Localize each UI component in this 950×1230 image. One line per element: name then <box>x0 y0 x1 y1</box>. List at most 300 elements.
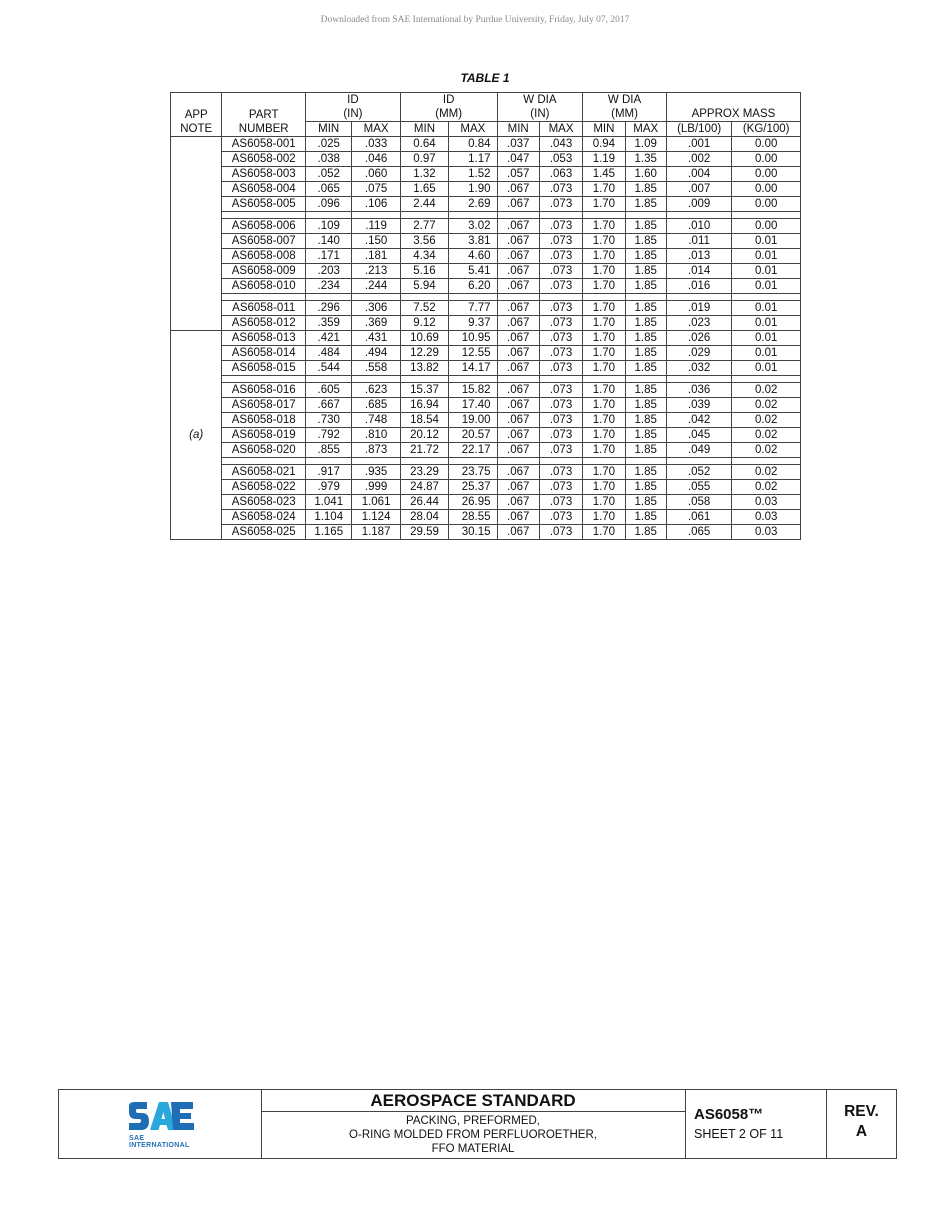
value-cell: .067 <box>497 510 539 525</box>
value-cell: .484 <box>306 346 352 361</box>
value-cell: 1.70 <box>583 510 625 525</box>
value-cell: 1.85 <box>625 346 666 361</box>
logo-cell <box>59 1090 262 1158</box>
value-cell: .045 <box>666 428 732 443</box>
value-cell: 1.70 <box>583 182 625 197</box>
value-cell: .067 <box>497 331 539 346</box>
value-cell: 1.70 <box>583 301 625 316</box>
value-cell: .004 <box>666 167 732 182</box>
table-row <box>171 137 801 152</box>
value-cell: 0.02 <box>732 480 801 495</box>
table-row <box>171 249 801 264</box>
value-cell: 1.124 <box>352 510 400 525</box>
header-max: MAX <box>625 122 666 137</box>
table-row <box>171 301 801 316</box>
header-max: MAX <box>352 122 400 137</box>
table-row <box>171 413 801 428</box>
value-cell: .052 <box>306 167 352 182</box>
value-cell: .073 <box>539 361 582 376</box>
value-cell: 28.55 <box>449 510 497 525</box>
header-lb-per-100: (LB/100) <box>666 122 732 137</box>
table-row <box>171 495 801 510</box>
parts-table <box>170 92 801 540</box>
value-cell: .431 <box>352 331 400 346</box>
value-cell: .032 <box>666 361 732 376</box>
value-cell: 30.15 <box>449 525 497 540</box>
value-cell: .067 <box>497 346 539 361</box>
part-number-cell: AS6058-015 <box>222 361 306 376</box>
value-cell: .002 <box>666 152 732 167</box>
value-cell: .667 <box>306 398 352 413</box>
value-cell: 19.00 <box>449 413 497 428</box>
value-cell: .029 <box>666 346 732 361</box>
table-row <box>171 480 801 495</box>
value-cell: 1.70 <box>583 398 625 413</box>
value-cell: 4.60 <box>449 249 497 264</box>
value-cell: 1.85 <box>625 495 666 510</box>
part-number-cell: AS6058-025 <box>222 525 306 540</box>
value-cell: .810 <box>352 428 400 443</box>
value-cell: .073 <box>539 510 582 525</box>
value-cell: .046 <box>352 152 400 167</box>
value-cell: .213 <box>352 264 400 279</box>
value-cell: .073 <box>539 264 582 279</box>
value-cell: 1.104 <box>306 510 352 525</box>
value-cell: .067 <box>497 219 539 234</box>
value-cell: 5.16 <box>400 264 448 279</box>
value-cell: .001 <box>666 137 732 152</box>
value-cell: 0.01 <box>732 249 801 264</box>
value-cell: 16.94 <box>400 398 448 413</box>
value-cell: 1.85 <box>625 182 666 197</box>
table-row <box>171 510 801 525</box>
value-cell: 1.041 <box>306 495 352 510</box>
table-row <box>171 197 801 212</box>
value-cell: .855 <box>306 443 352 458</box>
value-cell: 9.12 <box>400 316 448 331</box>
value-cell: 28.04 <box>400 510 448 525</box>
part-number-cell: AS6058-002 <box>222 152 306 167</box>
download-watermark: Downloaded from SAE International by Purdue University, Friday, July 07, 2017 <box>320 15 630 25</box>
value-cell: 6.20 <box>449 279 497 294</box>
value-cell: .042 <box>666 413 732 428</box>
value-cell: 0.02 <box>732 413 801 428</box>
value-cell: .033 <box>352 137 400 152</box>
value-cell: 1.70 <box>583 428 625 443</box>
part-number-cell: AS6058-008 <box>222 249 306 264</box>
value-cell: 1.85 <box>625 331 666 346</box>
value-cell: .067 <box>497 428 539 443</box>
value-cell: .065 <box>666 525 732 540</box>
value-cell: 1.70 <box>583 346 625 361</box>
value-cell: .685 <box>352 398 400 413</box>
part-number-cell: AS6058-014 <box>222 346 306 361</box>
value-cell: 26.95 <box>449 495 497 510</box>
value-cell: 0.01 <box>732 346 801 361</box>
value-cell: .935 <box>352 465 400 480</box>
value-cell: .073 <box>539 413 582 428</box>
value-cell: .073 <box>539 495 582 510</box>
part-number-cell: AS6058-006 <box>222 219 306 234</box>
description-line-1: PACKING, PREFORMED, <box>406 1115 540 1127</box>
value-cell: 1.85 <box>625 465 666 480</box>
value-cell: 1.90 <box>449 182 497 197</box>
header-kg-per-100: (KG/100) <box>732 122 801 137</box>
value-cell: .096 <box>306 197 352 212</box>
part-number-cell: AS6058-010 <box>222 279 306 294</box>
header-min: MIN <box>583 122 625 137</box>
app-note-cell <box>171 137 222 331</box>
table-row <box>171 428 801 443</box>
value-cell: .073 <box>539 465 582 480</box>
value-cell: 14.17 <box>449 361 497 376</box>
value-cell: .792 <box>306 428 352 443</box>
value-cell: 10.69 <box>400 331 448 346</box>
value-cell: .014 <box>666 264 732 279</box>
sheet-number: SHEET 2 OF 11 <box>694 1127 784 1141</box>
value-cell: .073 <box>539 301 582 316</box>
value-cell: 0.94 <box>583 137 625 152</box>
value-cell: .073 <box>539 331 582 346</box>
value-cell: 25.37 <box>449 480 497 495</box>
value-cell: 1.85 <box>625 197 666 212</box>
value-cell: 1.85 <box>625 234 666 249</box>
value-cell: 23.29 <box>400 465 448 480</box>
value-cell: 0.00 <box>732 167 801 182</box>
header-row-1 <box>171 93 801 122</box>
value-cell: 1.85 <box>625 249 666 264</box>
value-cell: 2.44 <box>400 197 448 212</box>
value-cell: .061 <box>666 510 732 525</box>
value-cell: 0.03 <box>732 495 801 510</box>
value-cell: .067 <box>497 264 539 279</box>
header-id-mm: ID (MM) <box>400 93 497 122</box>
value-cell: .203 <box>306 264 352 279</box>
value-cell: 1.85 <box>625 510 666 525</box>
value-cell: 0.01 <box>732 316 801 331</box>
value-cell: .073 <box>539 443 582 458</box>
value-cell: .067 <box>497 398 539 413</box>
title-block <box>58 1089 897 1159</box>
value-cell: 15.37 <box>400 383 448 398</box>
description-cell <box>261 1090 686 1158</box>
value-cell: .073 <box>539 316 582 331</box>
value-cell: 20.57 <box>449 428 497 443</box>
value-cell: 0.84 <box>449 137 497 152</box>
value-cell: 1.70 <box>583 264 625 279</box>
value-cell: .073 <box>539 428 582 443</box>
value-cell: 17.40 <box>449 398 497 413</box>
value-cell: 0.00 <box>732 219 801 234</box>
value-cell: .181 <box>352 249 400 264</box>
value-cell: 1.85 <box>625 413 666 428</box>
description-line-3: FFO MATERIAL <box>431 1143 515 1155</box>
value-cell: 1.70 <box>583 525 625 540</box>
value-cell: .073 <box>539 182 582 197</box>
value-cell: 0.01 <box>732 279 801 294</box>
value-cell: 1.65 <box>400 182 448 197</box>
table-row <box>171 361 801 376</box>
value-cell: 9.37 <box>449 316 497 331</box>
value-cell: 5.41 <box>449 264 497 279</box>
value-cell: 18.54 <box>400 413 448 428</box>
value-cell: 1.187 <box>352 525 400 540</box>
part-number-cell: AS6058-022 <box>222 480 306 495</box>
value-cell: .073 <box>539 219 582 234</box>
value-cell: 22.17 <box>449 443 497 458</box>
value-cell: 0.64 <box>400 137 448 152</box>
value-cell: .067 <box>497 361 539 376</box>
value-cell: .010 <box>666 219 732 234</box>
value-cell: 1.52 <box>449 167 497 182</box>
value-cell: .060 <box>352 167 400 182</box>
value-cell: .011 <box>666 234 732 249</box>
header-part-number: PART NUMBER <box>222 93 306 137</box>
value-cell: .019 <box>666 301 732 316</box>
table-row <box>171 167 801 182</box>
value-cell: .067 <box>497 182 539 197</box>
header-min: MIN <box>497 122 539 137</box>
value-cell: 1.70 <box>583 383 625 398</box>
value-cell: .073 <box>539 346 582 361</box>
value-cell: 1.45 <box>583 167 625 182</box>
value-cell: 1.09 <box>625 137 666 152</box>
value-cell: .073 <box>539 383 582 398</box>
value-cell: .025 <box>306 137 352 152</box>
value-cell: .730 <box>306 413 352 428</box>
value-cell: 1.70 <box>583 331 625 346</box>
value-cell: .306 <box>352 301 400 316</box>
value-cell: .067 <box>497 413 539 428</box>
value-cell: .917 <box>306 465 352 480</box>
table-row <box>171 234 801 249</box>
separator-row <box>171 212 801 219</box>
value-cell: 0.03 <box>732 525 801 540</box>
value-cell: .119 <box>352 219 400 234</box>
value-cell: 1.85 <box>625 279 666 294</box>
value-cell: .979 <box>306 480 352 495</box>
table-row <box>171 383 801 398</box>
value-cell: 12.29 <box>400 346 448 361</box>
value-cell: .073 <box>539 234 582 249</box>
value-cell: .150 <box>352 234 400 249</box>
value-cell: 13.82 <box>400 361 448 376</box>
value-cell: 24.87 <box>400 480 448 495</box>
value-cell: 3.56 <box>400 234 448 249</box>
value-cell: 1.70 <box>583 413 625 428</box>
document-number: AS6058™ <box>694 1106 764 1123</box>
value-cell: .073 <box>539 197 582 212</box>
value-cell: 3.02 <box>449 219 497 234</box>
value-cell: 1.85 <box>625 264 666 279</box>
table-row <box>171 443 801 458</box>
value-cell: 0.01 <box>732 361 801 376</box>
value-cell: .623 <box>352 383 400 398</box>
header-wdia-mm: W DIA (MM) <box>583 93 667 122</box>
value-cell: 1.70 <box>583 249 625 264</box>
value-cell: 21.72 <box>400 443 448 458</box>
part-number-cell: AS6058-016 <box>222 383 306 398</box>
value-cell: 1.70 <box>583 316 625 331</box>
value-cell: 20.12 <box>400 428 448 443</box>
value-cell: .748 <box>352 413 400 428</box>
value-cell: 15.82 <box>449 383 497 398</box>
value-cell: 0.01 <box>732 331 801 346</box>
value-cell: .067 <box>497 525 539 540</box>
revision-value: A <box>855 1123 868 1140</box>
part-number-cell: AS6058-013 <box>222 331 306 346</box>
part-number-cell: AS6058-024 <box>222 510 306 525</box>
value-cell: 1.70 <box>583 279 625 294</box>
value-cell: .043 <box>539 137 582 152</box>
part-number-cell: AS6058-003 <box>222 167 306 182</box>
value-cell: 1.85 <box>625 480 666 495</box>
value-cell: .067 <box>497 443 539 458</box>
value-cell: 1.70 <box>583 361 625 376</box>
value-cell: .873 <box>352 443 400 458</box>
table-row <box>171 152 801 167</box>
value-cell: .052 <box>666 465 732 480</box>
value-cell: .109 <box>306 219 352 234</box>
value-cell: 0.02 <box>732 465 801 480</box>
part-number-cell: AS6058-005 <box>222 197 306 212</box>
value-cell: .047 <box>497 152 539 167</box>
sae-logo <box>127 1102 199 1148</box>
value-cell: .067 <box>497 249 539 264</box>
value-cell: 1.17 <box>449 152 497 167</box>
part-number-cell: AS6058-017 <box>222 398 306 413</box>
value-cell: 1.85 <box>625 525 666 540</box>
value-cell: .558 <box>352 361 400 376</box>
value-cell: .067 <box>497 383 539 398</box>
value-cell: .026 <box>666 331 732 346</box>
value-cell: 12.55 <box>449 346 497 361</box>
value-cell: .234 <box>306 279 352 294</box>
revision-cell <box>827 1090 896 1158</box>
value-cell: 1.70 <box>583 495 625 510</box>
value-cell: .106 <box>352 197 400 212</box>
header-approx-mass: APPROX MASS <box>666 93 800 122</box>
table-row <box>171 398 801 413</box>
value-cell: 4.34 <box>400 249 448 264</box>
value-cell: 0.97 <box>400 152 448 167</box>
table-row <box>171 182 801 197</box>
value-cell: 1.60 <box>625 167 666 182</box>
value-cell: 29.59 <box>400 525 448 540</box>
value-cell: 1.19 <box>583 152 625 167</box>
header-id-in: ID (IN) <box>306 93 401 122</box>
value-cell: 3.81 <box>449 234 497 249</box>
value-cell: 5.94 <box>400 279 448 294</box>
value-cell: .055 <box>666 480 732 495</box>
value-cell: .067 <box>497 279 539 294</box>
header-max: MAX <box>449 122 497 137</box>
part-number-cell: AS6058-020 <box>222 443 306 458</box>
part-number-cell: AS6058-021 <box>222 465 306 480</box>
value-cell: .067 <box>497 301 539 316</box>
value-cell: .038 <box>306 152 352 167</box>
value-cell: 1.70 <box>583 234 625 249</box>
value-cell: 1.85 <box>625 428 666 443</box>
value-cell: 0.00 <box>732 137 801 152</box>
value-cell: 0.01 <box>732 264 801 279</box>
table-row <box>171 264 801 279</box>
value-cell: .494 <box>352 346 400 361</box>
header-app-note: APP NOTE <box>171 93 222 137</box>
value-cell: .063 <box>539 167 582 182</box>
value-cell: .073 <box>539 480 582 495</box>
table-title: TABLE 1 <box>460 71 510 85</box>
value-cell: .421 <box>306 331 352 346</box>
standard-type: AEROSPACE STANDARD <box>261 1090 685 1112</box>
part-number-cell: AS6058-023 <box>222 495 306 510</box>
value-cell: .067 <box>497 316 539 331</box>
table-row <box>171 465 801 480</box>
value-cell: 7.77 <box>449 301 497 316</box>
table-row <box>171 525 801 540</box>
header-wdia-in: W DIA (IN) <box>497 93 583 122</box>
value-cell: .296 <box>306 301 352 316</box>
value-cell: .067 <box>497 495 539 510</box>
value-cell: .049 <box>666 443 732 458</box>
table-row <box>171 346 801 361</box>
table-row <box>171 279 801 294</box>
value-cell: 1.85 <box>625 398 666 413</box>
part-number-cell: AS6058-004 <box>222 182 306 197</box>
value-cell: .244 <box>352 279 400 294</box>
value-cell: .067 <box>497 197 539 212</box>
value-cell: .369 <box>352 316 400 331</box>
value-cell: .140 <box>306 234 352 249</box>
value-cell: .023 <box>666 316 732 331</box>
separator-row <box>171 294 801 301</box>
value-cell: 0.01 <box>732 301 801 316</box>
value-cell: .073 <box>539 525 582 540</box>
value-cell: 0.01 <box>732 234 801 249</box>
part-number-cell: AS6058-007 <box>222 234 306 249</box>
value-cell: 1.85 <box>625 443 666 458</box>
value-cell: 1.70 <box>583 480 625 495</box>
value-cell: .359 <box>306 316 352 331</box>
sae-logo-icon <box>127 1102 199 1136</box>
value-cell: .999 <box>352 480 400 495</box>
value-cell: 1.70 <box>583 219 625 234</box>
part-number-cell: AS6058-018 <box>222 413 306 428</box>
value-cell: 1.70 <box>583 197 625 212</box>
value-cell: 0.00 <box>732 197 801 212</box>
value-cell: .067 <box>497 480 539 495</box>
value-cell: 0.02 <box>732 443 801 458</box>
value-cell: 23.75 <box>449 465 497 480</box>
value-cell: 1.85 <box>625 383 666 398</box>
value-cell: .058 <box>666 495 732 510</box>
value-cell: 1.85 <box>625 301 666 316</box>
value-cell: .036 <box>666 383 732 398</box>
header-min: MIN <box>400 122 448 137</box>
value-cell: 1.70 <box>583 443 625 458</box>
value-cell: 0.00 <box>732 152 801 167</box>
revision-label: REV. <box>844 1103 879 1120</box>
part-number-cell: AS6058-001 <box>222 137 306 152</box>
value-cell: 1.85 <box>625 361 666 376</box>
header-max: MAX <box>539 122 582 137</box>
document-number-cell <box>686 1090 827 1158</box>
value-cell: 2.77 <box>400 219 448 234</box>
value-cell: .037 <box>497 137 539 152</box>
value-cell: .075 <box>352 182 400 197</box>
description-line-2: O-RING MOLDED FROM PERFLUOROETHER, <box>349 1129 597 1141</box>
value-cell: 2.69 <box>449 197 497 212</box>
